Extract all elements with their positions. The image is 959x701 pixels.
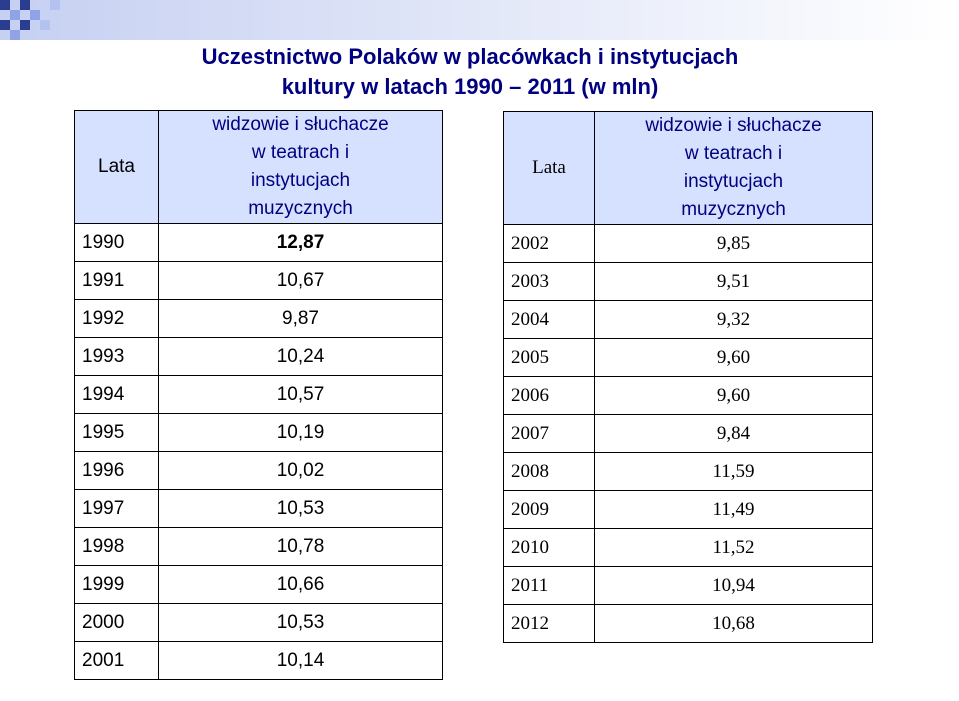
table-row [75,528,443,566]
table-header-row [504,112,873,225]
table-row [504,491,873,529]
table-row [75,566,443,604]
value-cell: 9,60 [595,377,873,415]
table-right [503,111,873,643]
year-cell: 1995 [75,414,159,452]
year-cell: 1996 [75,452,159,490]
value-cell: 9,60 [595,339,873,377]
table-row [75,376,443,414]
year-cell: 2011 [504,567,595,605]
table-row [504,377,873,415]
table-row [75,414,443,452]
year-cell: 2010 [504,529,595,567]
year-cell: 2003 [504,263,595,301]
column-header-year: Lata [504,112,595,225]
column-header-value: widzowie i słuchacze w teatrach i instytucjach muzycznych [159,111,443,224]
table-row [504,529,873,567]
year-cell: 1998 [75,528,159,566]
value-cell: 9,87 [159,300,443,338]
year-cell: 2012 [504,605,595,643]
value-cell: 9,51 [595,263,873,301]
year-cell: 1994 [75,376,159,414]
value-cell: 9,84 [595,415,873,453]
table-row [504,263,873,301]
title-line-1: Uczestnictwo Polaków w placówkach i instytucjach [201,44,739,69]
column-header-value: widzowie i słuchacze w teatrach i instytucjach muzycznych [595,112,873,225]
table-row [504,453,873,491]
page-title [120,42,820,102]
year-cell: 2007 [504,415,595,453]
year-cell: 2004 [504,301,595,339]
value-cell: 10,57 [159,376,443,414]
value-cell: 9,32 [595,301,873,339]
table-row [504,301,873,339]
value-cell: 11,59 [595,453,873,491]
column-header-year: Lata [75,111,159,224]
value-cell: 10,14 [159,642,443,680]
year-cell: 2006 [504,377,595,415]
table-row [504,415,873,453]
table-row [75,604,443,642]
table-row [75,262,443,300]
value-cell: 11,49 [595,491,873,529]
value-cell: 10,78 [159,528,443,566]
value-cell: 10,67 [159,262,443,300]
table-row [75,642,443,680]
table-row [504,225,873,263]
year-cell: 2001 [75,642,159,680]
table-row [504,339,873,377]
table-row [75,300,443,338]
value-cell: 10,68 [595,605,873,643]
year-cell: 1992 [75,300,159,338]
table-row [504,605,873,643]
value-cell: 10,02 [159,452,443,490]
value-cell: 10,19 [159,414,443,452]
table-row [75,490,443,528]
value-cell: 10,24 [159,338,443,376]
value-cell: 12,87 [159,224,443,262]
year-cell: 1999 [75,566,159,604]
year-cell: 2009 [504,491,595,529]
year-cell: 1997 [75,490,159,528]
table-row [504,567,873,605]
title-line-2: kultury w latach 1990 – 2011 (w mln) [281,74,659,99]
year-cell: 2002 [504,225,595,263]
year-cell: 1991 [75,262,159,300]
year-cell: 2000 [75,604,159,642]
value-cell: 10,53 [159,490,443,528]
table-left [74,110,443,680]
year-cell: 1993 [75,338,159,376]
table-row [75,338,443,376]
value-cell: 11,52 [595,529,873,567]
table-row [75,452,443,490]
year-cell: 2008 [504,453,595,491]
value-cell: 10,66 [159,566,443,604]
year-cell: 1990 [75,224,159,262]
value-cell: 10,94 [595,567,873,605]
table-header-row [75,111,443,224]
value-cell: 9,85 [595,225,873,263]
year-cell: 2005 [504,339,595,377]
value-cell: 10,53 [159,604,443,642]
table-row [75,224,443,262]
